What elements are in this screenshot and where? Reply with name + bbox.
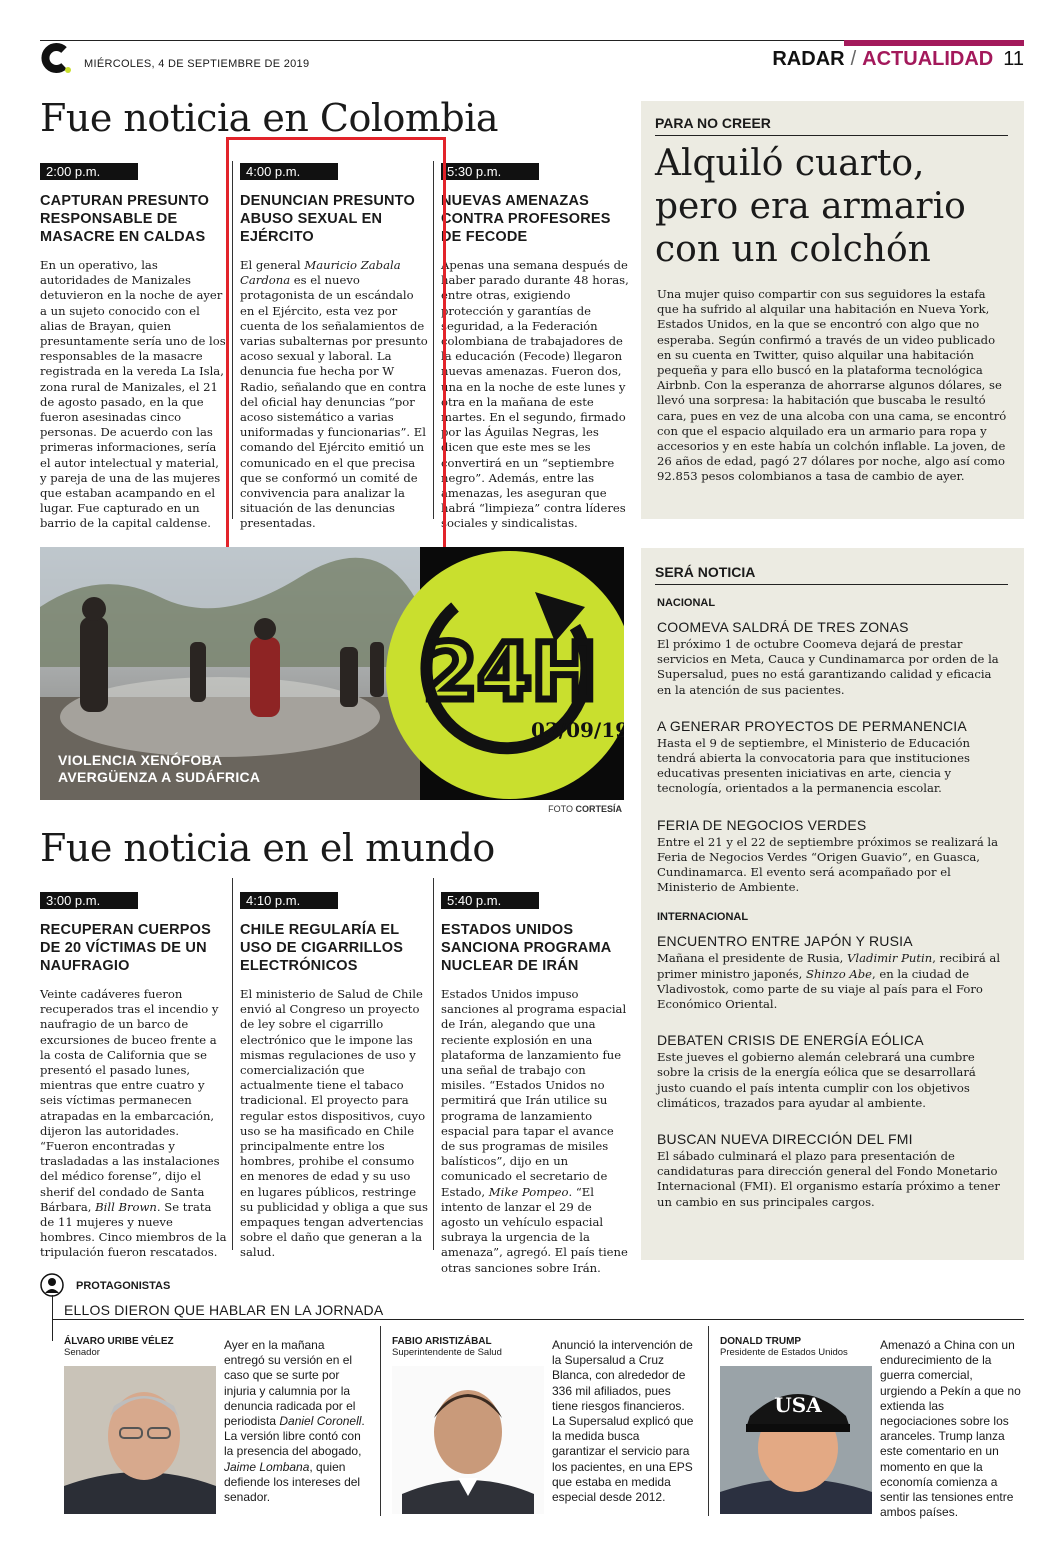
news-headline: DENUNCIAN PRESUNTO ABUSO SEXUAL EN EJÉRCITO [240, 193, 415, 245]
news-headline: RECUPERAN CUERPOS DE 20 VÍCTIMAS DE UN NAUFRAGIO [40, 922, 211, 974]
highlight-box [226, 137, 446, 560]
sera-item-title: FERIA DE NEGOCIOS VERDES [657, 816, 867, 833]
caption-line: AVERGÜENZA A SUDÁFRICA [58, 769, 261, 785]
24h-date: 03/09/19 [530, 718, 630, 742]
protagonist-trump [720, 1336, 848, 1358]
portrait-uribe [64, 1366, 216, 1514]
protagonistas-rule [52, 1319, 1024, 1320]
news-time: 5:40 p.m. [441, 892, 539, 909]
section-color-bar [844, 40, 1024, 46]
page-number: 11 [1003, 48, 1024, 70]
news-body: El ministerio de Salud de Chile envió al Congreso un proyecto de ley sobre el cigarrillo electrónico que le impone las mismas regulaciones de uso y comercialización que actualmente tiene el tabaco tradicional. El proyecto para regular estos dispositivos, cuyo uso se ha masificado en Chile principalmente entre los hombres, prohibe el consumo en menores de edad y su uso en lugares públicos, restringe su publicidad y obliga a que sus empaques tengan advertencias sobre el daño que generan a la salud. [240, 987, 428, 1260]
news-headline: NUEVAS AMENAZAS CONTRA PROFESORES DE FECODE [441, 193, 611, 245]
protagonist-text: Amenazó a China con un endurecimiento de la guerra comercial, urgiendo a Pekín a que no extienda las negociaciones sobre los aranceles. Trump lanza este comentario en un momento en que la economía comienza a sentir las tensiones entre ambos países. [880, 1338, 1021, 1520]
issue-date: MIÉRCOLES, 4 DE SEPTIEMBRE DE 2019 [84, 58, 310, 70]
title-line: pero era armario [655, 186, 966, 227]
protagonist-text: Ayer en la mañana entregó su versión en el caso que se surte por injuria y calumnia por la denuncia radicada por el periodista Daniel Coronell. La versión libre contó con la presencia del abogado, Jaime Lombana, quien defiende los intereses del senador. [224, 1338, 365, 1505]
24h-badge [385, 547, 630, 800]
news-headline: CHILE REGULARÍA EL USO DE CIGARRILLOS ELECTRÓNICOS [240, 922, 404, 974]
protagonist-name: FABIO ARISTIZÁBAL [392, 1336, 492, 1347]
protagonist-aristizabal [392, 1336, 502, 1358]
emphasis-name: Mauricio Zabala Cardona [240, 258, 401, 288]
news-body: En un operativo, las autoridades de Manizales detuvieron en la noche de ayer a un sujeto conocido con el alias de Brayan, quien presuntamente sería uno de los responsables de la masacre registrada en la vereda La Isla, zona rural de Manizales, el 21 de agosto pasado, en la que fueron asesinadas cinco personas. De acuerdo con las primeras informaciones, sería el autor intelectual y material, y pareja de una de las mujeres que estaban acampando en el lugar. Fue capturado en un barrio de la capital caldense. [40, 258, 226, 531]
sera-item-body: El próximo 1 de octubre Coomeva dejará de prestar servicios en Meta, Cauca y Cundinamarca por orden de la Supersalud, pues no está garantizando calidad y eficacia en la atención de sus pacientes. [657, 637, 999, 697]
sera-item-body: Hasta el 9 de septiembre, el Ministerio de Educación tendrá abierta la convocatoria para que instituciones educativas presenten iniciativas en arte, ciencia y tecnología, orientados a la permanencia escolar. [657, 735, 970, 796]
news-body: Apenas una semana después de haber parado durante 48 horas, entre otras, exigiendo protección y garantías de seguridad, a la Federación colombiana de trabajadores de la educación (Fecode) llegaron nuevas amenazas. Fueron dos, una en la noche de este lunes y otra en la mañana de este martes. En el segundo, firmado por las Águilas Negras, les dicen que este mes se les convertirá en un “septiembre negro”. Además, entre las amenazas, les aseguran que habrá “limpieza” contra líderes sociales y sindicalistas. [441, 258, 629, 531]
news-time: 5:30 p.m. [441, 163, 539, 180]
mundo-heading: Fue noticia en el mundo [40, 826, 495, 870]
sera-item-body: Entre el 21 y el 22 de septiembre próximos se realizará la Feria de Negocios Verdes “Origen Guavio”, en Guasca, Cundinamarca. El evento será acompañado por el Ministerio de Ambiente. [657, 834, 999, 895]
newspaper-logo [38, 40, 72, 74]
section-slash: / [850, 48, 857, 70]
sera-item-title: COOMEVA SALDRÁ DE TRES ZONAS [657, 619, 909, 635]
kicker-rule [655, 135, 1008, 136]
para-no-creer-panel [641, 101, 1024, 519]
mundo-news-3 [441, 890, 629, 1276]
portrait-aristizabal [392, 1366, 544, 1514]
para-no-creer-body: Una mujer quiso compartir con sus seguidores la estafa que ha sufrido al alquilar una habitación en Nueva York, Estados Unidos, en la que se encontró con algo que no esperaba. Según confirmó a través de un video publicado en su cuenta en Twitter, quiso alquilar una habitación pequeña y para ello buscó en la plataforma tecnológica Airbnb. Con la esperanza de ahorrarse algunos dólares, se llevó una sorpresa: la habitación que buscaba le resultó cara, pues en vez de una alcoba con una cama, se encontró con que el espacio alquilado era un armario para ropa y accesorios y en este había un colchón inflable. La joven, de 26 años de edad, pagó 27 dólares por noche, algo así como 92.853 pesos colombianos a tasa de cambio de ayer. [657, 287, 1007, 484]
column-divider [708, 1326, 709, 1516]
photo-caption [58, 752, 260, 786]
colombia-news-3 [441, 161, 629, 532]
mundo-news-1 [40, 890, 228, 1261]
emphasis-name: Bill Brown [95, 1199, 157, 1214]
person-icon [40, 1273, 64, 1297]
news-body: El general Mauricio Zabala Cardona es el nuevo protagonista de un escándalo en el Ejército, esta vez por cuenta de los señalamientos de varias subalternas por presunto acoso sexual y laboral. La denuncia fue hecha por W Radio, señalando que en contra del oficial hay denuncias “por acoso sistemático a varias uniformadas y funcionarias”. El comando del Ejército emitió un comunicado en el que precisa que se conformó un comité de convivencia para analizar la situación de las denuncias presentadas. [240, 258, 428, 531]
sera-item-title: ENCUENTRO ENTRE JAPÓN Y RUSIA [657, 933, 913, 950]
title-line: con un colchón [655, 229, 931, 270]
sera-noticia-kicker: SERÁ NOTICIA [655, 564, 756, 580]
para-no-creer-kicker: PARA NO CREER [655, 115, 771, 131]
photo-credit: FOTO CORTESÍA [548, 804, 622, 814]
caption-line: VIOLENCIA XENÓFOBA [58, 752, 223, 768]
para-no-creer-title [641, 142, 1024, 271]
sera-item-title: A GENERAR PROYECTOS DE PERMANENCIA [657, 717, 967, 734]
title-line: Alquiló cuarto, [655, 143, 925, 184]
sera-item-title: BUSCAN NUEVA DIRECCIÓN DEL FMI [657, 1131, 913, 1148]
news-headline: CAPTURAN PRESUNTO RESPONSABLE DE MASACRE EN CALDAS [40, 193, 210, 245]
bracket-rule [52, 1295, 53, 1341]
news-body: Veinte cadáveres fueron recuperados tras el incendio y naufragio de un barco de excursiones de buceo frente a la costa de California que se presentó el pasado lunes, mientras que entre cuatro y seis víctimas permanecen atrapadas en la embarcación, dijeron las autoridades. “Fueron encontradas y trasladadas a las instalaciones del médico forense”, dijo el sherif del condado de Santa Bárbara, Bill Brown. Se trata de 11 mujeres y nueve hombres. Cinco miembros de la tripulación fueron rescatados. [40, 987, 227, 1260]
sera-item-body: El sábado culminará el plazo para presentación de candidaturas para dirección general del Fondo Monetario Internacional (FMI). El organismo estaría próximo a tener un cambio en sus principales cargos. [657, 1149, 1000, 1209]
section-actualidad: ACTUALIDAD [862, 48, 994, 70]
protagonist-role: Superintendente de Salud [392, 1347, 502, 1358]
portrait-trump [720, 1366, 872, 1514]
protagonist-text: Anunció la intervención de la Supersalud a Cruz Blanca, con alrededor de 336 mil afiliados, pues tiene riesgos financieros. La Supersalud explicó que la medida busca garantizar el servicio para los pacientes, en una EPS que estaba en medida especial desde 2012. [552, 1338, 694, 1505]
news-body: Estados Unidos impuso sanciones al programa espacial de Irán, alegando que una reciente explosión en una plataforma de lanzamiento fue una señal de trabajo con misiles. “Estados Unidos no permitirá que Irán utilice su programa de lanzamiento espacial para tapar el avance de sus programas de misiles balísticos”, dijo en un comunicado el secretario de Estado, Mike Pompeo. “El intento de lanzar el 29 de agosto un vehículo espacial subraya la urgencia de la amenaza”, agregó. El país tiene otras sanciones sobre Irán. [441, 987, 628, 1275]
protagonist-uribe [64, 1336, 174, 1358]
news-headline: ESTADOS UNIDOS SANCIONA PROGRAMA NUCLEAR DE IRÁN [441, 922, 611, 974]
protagonist-name: DONALD TRUMP [720, 1336, 802, 1347]
protagonist-name: ÁLVARO URIBE VÉLEZ [64, 1336, 174, 1347]
internacional-label: INTERNACIONAL [657, 911, 749, 924]
24h-label: 24H [423, 628, 597, 718]
protagonist-role: Senador [64, 1347, 100, 1358]
colombia-heading: Fue noticia en Colombia [40, 96, 499, 140]
emphasis-name: Mike Pompeo [488, 1184, 569, 1199]
section-radar: RADAR [772, 48, 845, 70]
news-time: 4:10 p.m. [240, 892, 338, 909]
protagonistas-subtitle: ELLOS DIERON QUE HABLAR EN LA JORNADA [64, 1302, 384, 1318]
section-label [772, 48, 1024, 71]
column-divider [380, 1326, 381, 1516]
column-divider [232, 878, 233, 1250]
mundo-news-2 [240, 890, 428, 1261]
sera-item-title: DEBATEN CRISIS DE ENERGÍA EÓLICA [657, 1032, 924, 1049]
column-divider [433, 878, 434, 1250]
protagonistas-label: PROTAGONISTAS [76, 1280, 171, 1292]
news-time: 2:00 p.m. [40, 163, 138, 180]
colombia-news-1 [40, 161, 228, 532]
sera-item-body: Mañana el presidente de Rusia, Vladimir Putin, recibirá al primer ministro japonés, Shinzo Abe, en la ciudad de Vladivostok, como parte de su viaje al país para el Foro Económico Oriental. [657, 951, 1001, 1012]
kicker-rule [655, 584, 1008, 585]
nacional-label: NACIONAL [657, 597, 716, 609]
sera-item-body: Este jueves el gobierno alemán celebrará una cumbre sobre la crisis de la energía eólica que se desarrollará justo cuando el país intenta cumplir con los objetivos climáticos, trazados para ayudar al ambiente. [657, 1050, 976, 1110]
sera-noticia-panel [641, 548, 1024, 1260]
cap-text: USA [774, 1393, 822, 1417]
news-time: 3:00 p.m. [40, 892, 138, 909]
news-time: 4:00 p.m. [240, 163, 338, 180]
protagonist-role: Presidente de Estados Unidos [720, 1347, 848, 1358]
